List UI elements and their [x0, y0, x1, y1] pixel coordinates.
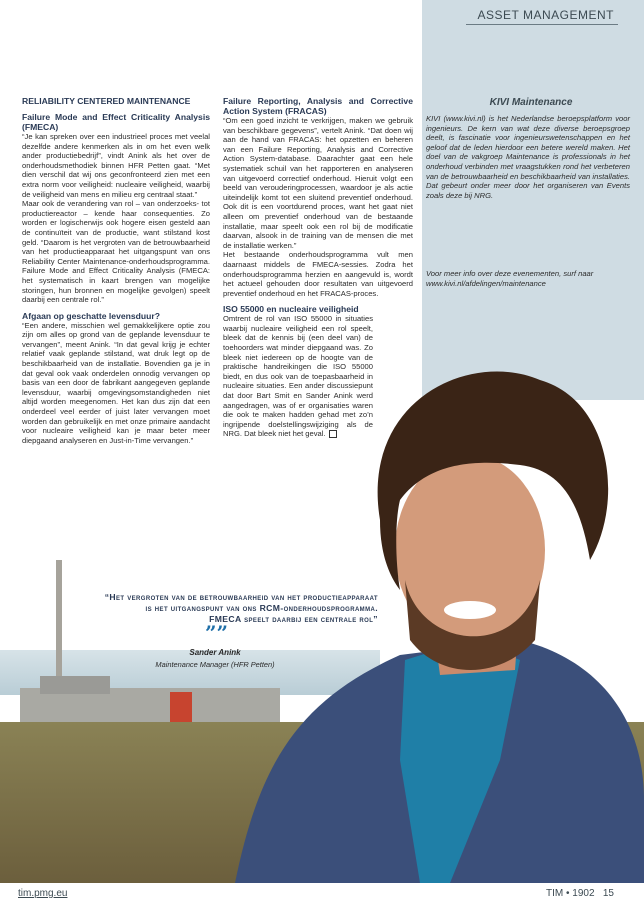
page-number: 15 — [602, 888, 614, 899]
section-label: ASSET MANAGEMENT — [477, 8, 614, 22]
quote-author: Sander Anink — [189, 648, 241, 657]
issue-label: TIM • 1902 — [546, 888, 595, 899]
pull-quote: “Het vergroten van de betrouwbaarheid van het productieapparaat is het uitgangspunt van ons RCM-onderhoudsprogramma. FMECA speelt daarbij een centrale rol” — [104, 592, 378, 624]
article-column-1 — [22, 96, 210, 445]
section-heading: RELIABILITY CENTERED MAINTENANCE — [22, 96, 191, 106]
quote-author-role: Maintenance Manager (HFR Petten) — [155, 660, 275, 669]
paragraph: “Je kan spreken over een industrieel proces met veelal dezelfde andere kenmerken als in om het even welk ander productiebedrijf”, vindt Anink als het over de onderhoudsmethodiek binnen HFR Petten gaat. “Met dien verschil dat wij ons geconfronteerd zien met een extra norm voor veiligheid: nucleaire veiligheid, waarbij de veiligheid van mens en milieu erg centraal staat.” — [22, 132, 210, 199]
subheading-levensduur: Afgaan op geschatte levensduur? — [22, 310, 161, 321]
sidebar-title: KIVI Maintenance — [489, 97, 573, 108]
subheading-fracas: Failure Reporting, Analysis and Corrective Action System (FRACAS) — [223, 96, 413, 116]
paragraph: “Een andere, misschien wel gemakkelijkere optie zou zijn om alles op grond van de geplande levensduur te vervangen”, meent Anink. “In dat geval krijg je echter relatief vaak geplande stilstand, wat druk legt op de beschikbaarheid van de installatie. Bovendien ga je in dat geval ook vaak onderdelen onnodig vervangen op basis van een door de fabrikant aangegeven geplande levensduur, waarbij omgevingsomstandigheden niet altijd worden meegenomen. Het kan dus zijn dat een onderdeel veel eerder of juist later vervangen moet worden dan gebruikelijk en met onze primaire aandacht voor nucleaire veiligheid kan je maar beter meer diepgaand analyseren en Just-in-Time vervangen.” — [22, 320, 210, 445]
header-rule — [466, 24, 618, 25]
footer-page-info — [546, 888, 614, 899]
paragraph: Omtrent de rol van ISO 55000 in situaties waarbij nucleaire veiligheid een rol speelt, bleek dat de kennis bij (een deel van) de toehoorders wat minder diepgaand was. Zo bleek niet iedereen op de hoogte van de praktische handreikingen die ISO 55000 biedt, en dus ook van de toepasbaarheid in nucleaire situaties. Een ander discussiepunt dat door Bart Smit en Sander Anink werd aangedragen, was of er organisaties waren die ook te maken hadden gehad met zo’n ingrijpende doelstellingswijziging als de NRG. Dat bleek niet het geval. — [223, 314, 373, 439]
footer-website-link[interactable]: tim.pmg.eu — [18, 888, 68, 899]
subheading-fmeca: Failure Mode and Effect Criticality Analysis (FMECA) — [22, 112, 210, 132]
paragraph: “Om een goed inzicht te verkrijgen, maken we gebruik van beschikbare gegevens”, vertelt Anink. “Dat doen wij aan de hand van FRACAS: het opzetten en beheren van een Failure Reporting, Analysis and Corrective Action System-database. Daarachter gaat een hele systematiek schuil van het rapporteren en analyseren van uitgevoerd correctief onderhoud. Hieruit volgt een beeld van verouderingprocessen, waardoor je als actie uiteindelijk komt tot een sluitend preventief onderhoud. Ook dit is een voortdurend proces, want het gaat niet alleen om preventief onderhoud van de bestaande installatie, maar speelt ook een rol bij de modificatie daarvan, alsook in de training van de mensen die met de installatie werken.” — [223, 116, 413, 250]
article-column-2 — [223, 96, 413, 439]
paragraph: Het bestaande onderhoudsprogramma vult men daarnaast middels de FMECA-sessies. Zodra het onderhoudsprogramma herzien en aangevuld is, wordt het actueel gehouden door resultaten van uitgevoerd preventief onderhoud en het FRACAS-proces. — [223, 250, 413, 298]
sidebar-link-text[interactable]: Voor meer info over deze evenementen, surf naar www.kivi.nl/afdelingen/maintenance — [426, 269, 594, 288]
red-building — [170, 692, 192, 722]
quote-mark-icon: ”” — [205, 621, 229, 645]
sidebar-body: KIVI (www.kivi.nl) is het Nederlandse beroepsplatform voor ingenieurs. De kern van wat deze diverse beroepsgroep deelt, is fascinatie voor ingenieurswetenschappen en het geloof dat de leden hierdoor een betere wereld maken. Het doel van de vakgroep Maintenance is professionals in het onderhoud verbinden met vraagstukken rond het verbeteren van de betrouwbaarheid en beschikbaarheid van installaties. Dat gebeurt onder meer door het organiseren van Events zoals deze bij NRG. — [426, 114, 630, 200]
paragraph: Maar ook de verandering van rol – van onderzoeks- tot productiereactor – kende haar consequenties. Zo worden er logischerwijs ook hogere eisen gesteld aan de continuïteit van de productie, want stilstand kost geld. “Daarom is het vergroten van de betrouwbaarheid van het productieapparaat het uitgangspunt van ons Reliability Center Maintenance-onderhoudsprogramma. Failure Mode and Effect Criticality Analysis (FMECA: het systematisch in kaart brengen van mogelijke storingen, hun bronnen en mogelijke gevolgen) speelt daarbij een centrale rol.” — [22, 199, 210, 305]
end-mark-icon — [329, 430, 337, 438]
subheading-iso55000: ISO 55000 en nucleaire veiligheid — [223, 304, 359, 315]
